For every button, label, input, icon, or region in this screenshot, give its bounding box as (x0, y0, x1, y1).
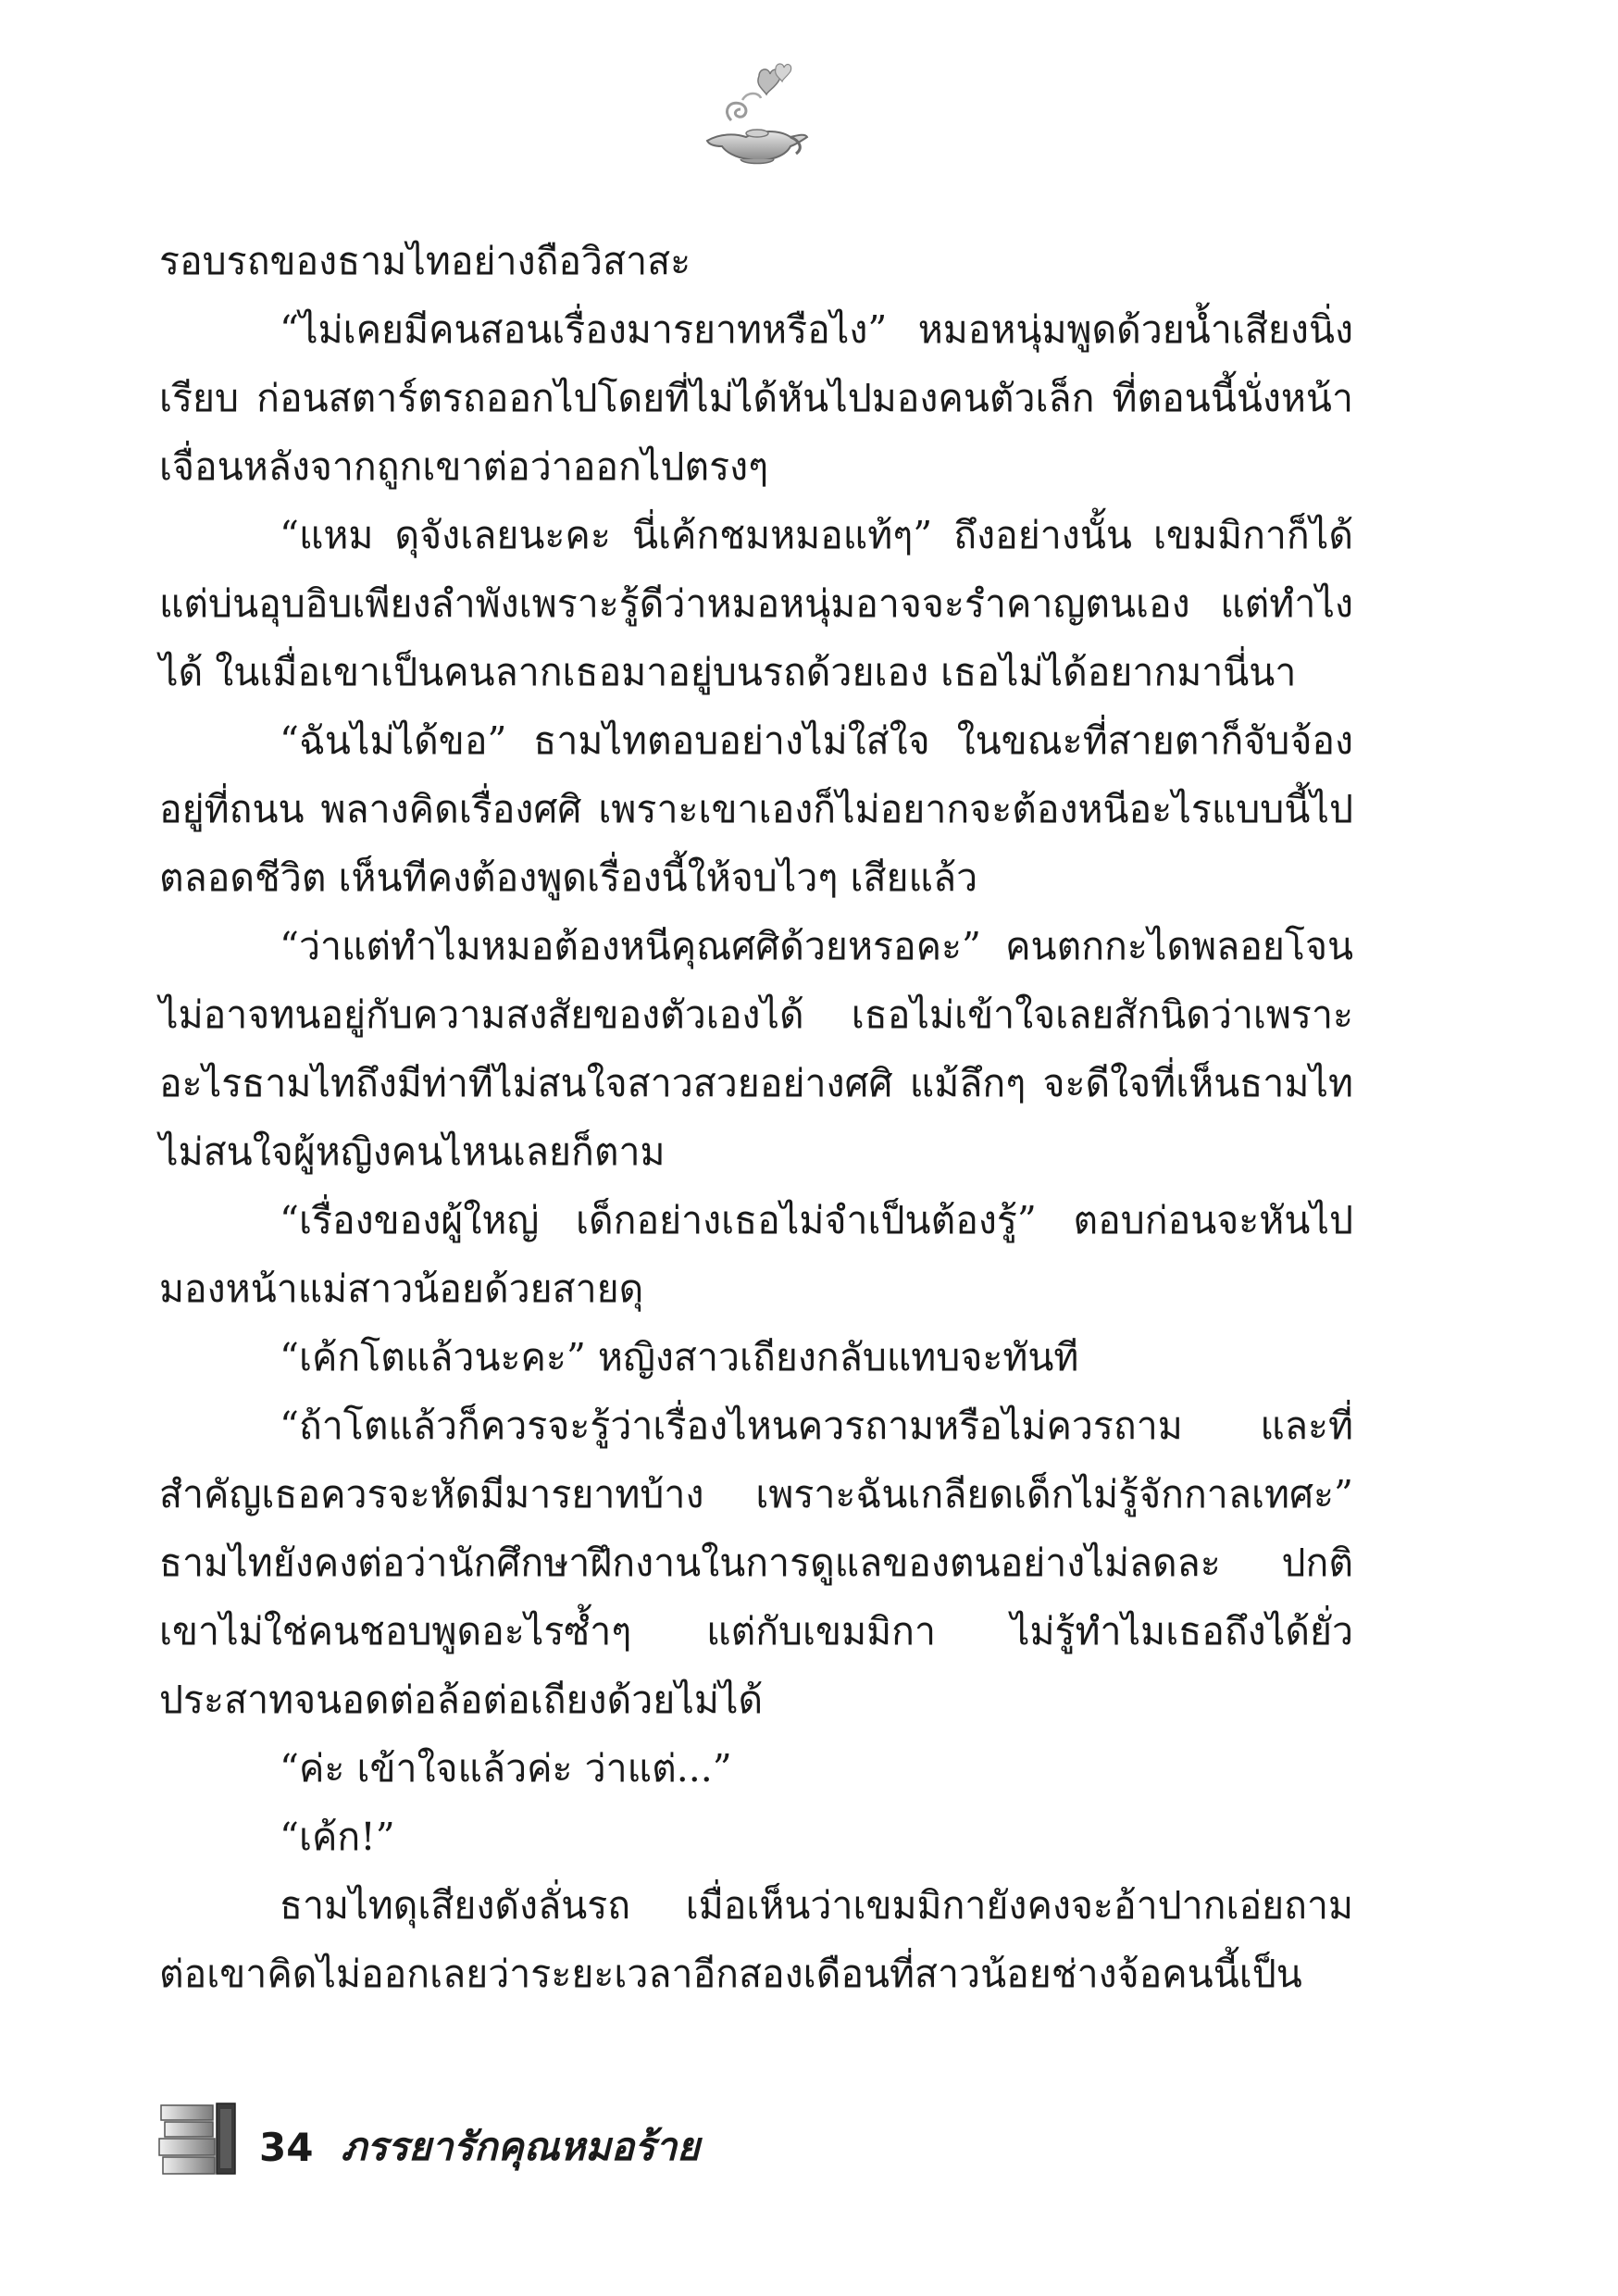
paragraph: “ค่ะ เข้าใจแล้วค่ะ ว่าแต่...” (280, 1746, 732, 1791)
paragraph: “ถ้าโตแล้วก็ควรจะรู้ว่าเรื่องไหนควรถามหรือไม่ควรถาม และที่สำคัญเธอควรจะหัดมีมารยาทบ้าง เพราะฉันเกลียดเด็กไม่รู้จักกาลเทศะ” ธามไทยังคงต่อว่านักศึกษาฝึกงานในการดูแลของตนอย่างไม่ลดละ ปกติเขาไม่ใช่คนชอบพูดอะไรซ้ำๆ แต่กับเขมมิกา ไม่รู้ทำไมเธอถึงได้ยั่วประสาทจนอดต่อล้อต่อเถียงด้วยไม่ได้ (159, 1404, 1353, 1722)
paragraph: “ไม่เคยมีคนสอนเรื่องมารยาทหรือไง” หมอหนุ่มพูดด้วยน้ำเสียงนิ่งเรียบ ก่อนสตาร์ตรถออกไปโดยที่ไม่ได้หันไปมองคนตัวเล็ก ที่ตอนนี้นั่งหน้าเจื่อนหลังจากถูกเขาต่อว่าออกไปตรงๆ (159, 307, 1353, 489)
paragraph: “แหม ดุจังเลยนะคะ นี่เค้กชมหมอแท้ๆ” ถึงอย่างนั้น เขมมิกาก็ได้แต่บ่นอุบอิบเพียงลำพังเพราะรู้ดีว่าหมอหนุ่มอาจจะรำคาญตนเอง แต่ทำไงได้ ในเมื่อเขาเป็นคนลากเธอมาอยู่บนรถด้วยเอง เธอไม่ได้อยากมานี่นา (159, 513, 1353, 694)
page-number: 34 (259, 2124, 314, 2170)
paragraph: “ฉันไม่ได้ขอ” ธามไทตอบอย่างไม่ใส่ใจ ในขณะที่สายตาก็จับจ้องอยู่ที่ถนน พลางคิดเรื่องศศิ เพราะเขาเองก็ไม่อยากจะต้องหนีอะไรแบบนี้ไปตลอดชีวิต เห็นทีคงต้องพูดเรื่องนี้ให้จบไวๆ เสียแล้ว (159, 718, 1353, 900)
genie-lamp-heart-icon (694, 56, 815, 176)
body-text (159, 227, 1353, 2008)
paragraph: “ว่าแต่ทำไมหมอต้องหนีคุณศศิด้วยหรอคะ” คนตกกะไดพลอยโจนไม่อาจทนอยู่กับความสงสัยของตัวเองได้ เธอไม่เข้าใจเลยสักนิดว่าเพราะอะไรธามไทถึงมีท่าทีไม่สนใจสาวสวยอย่างศศิ แม้ลึกๆ จะดีใจที่เห็นธามไทไม่สนใจผู้หญิงคนไหนเลยก็ตาม (159, 924, 1353, 1174)
paragraph: รอบรถของธามไทอย่างถือวิสาสะ (159, 239, 691, 283)
paragraph: “เรื่องของผู้ใหญ่ เด็กอย่างเธอไม่จำเป็นต้องรู้” ตอบก่อนจะหันไปมองหน้าแม่สาวน้อยด้วยสายดุ (159, 1198, 1353, 1311)
paragraph: “เค้กโตแล้วนะคะ” หญิงสาวเถียงกลับแทบจะทันที (280, 1335, 1079, 1379)
stacked-books-icon (156, 2098, 241, 2179)
paragraph: “เค้ก!” (280, 1815, 395, 1859)
page-footer (156, 2097, 700, 2180)
paragraph: ธามไทดุเสียงดังลั่นรถ เมื่อเห็นว่าเขมมิกายังคงจะอ้าปากเอ่ยถามต่อเขาคิดไม่ออกเลยว่าระยะเวลาอีกสองเดือนที่สาวน้อยช่างจ้อคนนี้เป็น (159, 1883, 1353, 1996)
book-title: ภรรยารักคุณหมอร้าย (341, 2124, 700, 2169)
